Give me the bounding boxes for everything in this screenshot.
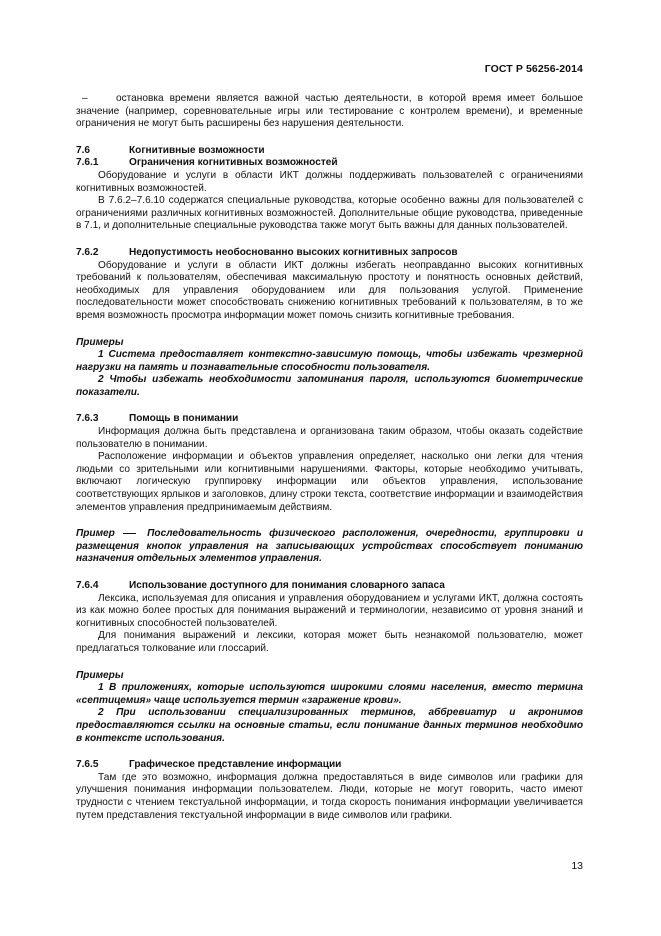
example-text: Последовательность физического расположения, очередности, группировки и размещения кнопок управления на записывающих устройствах способствует пониманию назначения отдельных элементов управления. xyxy=(76,528,583,565)
page-content xyxy=(76,93,583,822)
example-item: 1 В приложениях, которые используются широкими слоями населения, вместо термина «септицемия» чаще используется термин «заражение крови». xyxy=(76,682,583,706)
section-title: Графическое представление информации xyxy=(129,759,342,771)
list-dash: – xyxy=(82,93,88,104)
section-number: 7.6.2 xyxy=(76,246,99,258)
intro-text: остановка времени является важной частью деятельности, в которой время имеет большое значение (например, соревновательные игры или тестирование с контролем времени), и временные ограничения не могут быть расширены без нарушения деятельности. xyxy=(76,93,583,130)
paragraph: В 7.6.2–7.6.10 содержатся специальные руководства, которые особенно важны для пользователей с ограничениями различных когнитивных возможностей. Дополнительные общие руководства, приведенные в 7.1, и дополнительные специальные руководства также могут быть важны для данных пользователей. xyxy=(76,195,583,232)
section-number: 7.6.5 xyxy=(76,759,99,771)
example-item: 2 При использовании специализированных терминов, аббревиатур и акронимов предоставляются ссылки на основные статьи, если понимание данных терминов необходимо в контексте использования. xyxy=(76,707,583,744)
example-item: 1 Система предоставляет контекстно-зависимую помощь, чтобы избежать чрезмерной нагрузки на память и познавательные способности пользователя. xyxy=(76,349,583,373)
section-number: 7.6.3 xyxy=(76,413,99,425)
section-title: Использование доступного для понимания словарного запаса xyxy=(129,580,445,591)
page-number: 13 xyxy=(571,860,583,872)
section-heading-7-6-5 xyxy=(76,759,583,772)
paragraph: Расположение информации и объектов управления определяет, насколько они легки для чтения людьми со зрительными или когнитивными нарушениями. Факторы, которые необходимо учитывать, включают логическую группировку информации или объектов управления, использование соответствующих ярлыков и заголовков, длину строки текста, соответствие информации и взаимодействия элементов управления предпринимаемым действиям. xyxy=(76,451,583,513)
section-number: 7.6.1 xyxy=(76,157,99,169)
section-number: 7.6.4 xyxy=(76,580,99,591)
examples-title: Примеры xyxy=(76,669,124,681)
section-title: Когнитивные возможности xyxy=(129,144,265,156)
example-note xyxy=(76,528,583,566)
section-heading-7-6-3 xyxy=(76,413,583,426)
document-header: ГОСТ Р 56256-2014 xyxy=(484,63,583,75)
paragraph: Информация должна быть представлена и организована таким образом, чтобы оказать содействие пользователю в понимании. xyxy=(76,426,583,450)
section-title: Недопустимость необоснованно высоких когнитивных запросов xyxy=(129,246,458,258)
section-title: Помощь в понимании xyxy=(129,413,239,425)
examples-title: Примеры xyxy=(76,336,124,348)
intro-paragraph xyxy=(76,93,583,131)
dash-mark xyxy=(123,533,136,534)
section-heading-7-6-2 xyxy=(76,247,583,260)
paragraph: Лексика, используемая для описания и управления оборудованием и услугами ИКТ, должна состоять из как можно более простых для понимания выражений и терминологии, независимо от уровня знаний и когнитивных способностей пользователей. xyxy=(76,592,583,629)
example-item: 2 Чтобы избежать необходимости запоминания пароля, используются биометрические показатели. xyxy=(76,374,583,398)
paragraph: Оборудование и услуги в области ИКТ должны избегать неоправданно высоких когнитивных требований к пользователям, обеспечивая максимальную простоту и понятность основных действий, необходимых для управления оборудованием или для пользования услугой. Применение последовательности может способствовать снижению когнитивных требований к пользователям, в то же время возможность просмотра информации может помочь снизить когнитивные требования. xyxy=(76,259,583,321)
section-heading-7-6 xyxy=(76,145,583,158)
section-title: Ограничения когнитивных возможностей xyxy=(129,157,338,169)
example-label: Пример xyxy=(76,528,115,540)
paragraph: Оборудование и услуги в области ИКТ должны поддерживать пользователей с ограничениями когнитивных возможностей. xyxy=(76,169,583,194)
section-heading-7-6-1 xyxy=(76,157,583,170)
paragraph: Для понимания выражений и лексики, которая может быть незнакомой пользователю, может предлагаться толкование или глоссарий. xyxy=(76,630,583,654)
section-heading-7-6-4 xyxy=(76,580,583,593)
paragraph: Там где это возможно, информация должна предоставляться в виде символов или графики для улучшения понимания информации пользователем. Люди, которые не могут говорить, часто имеют трудности с чтением текстуальной информации, и тогда скорость понимания информации увеличивается путем представления текстуальной информации в виде символов или графики. xyxy=(76,771,583,821)
section-number: 7.6 xyxy=(76,144,91,156)
